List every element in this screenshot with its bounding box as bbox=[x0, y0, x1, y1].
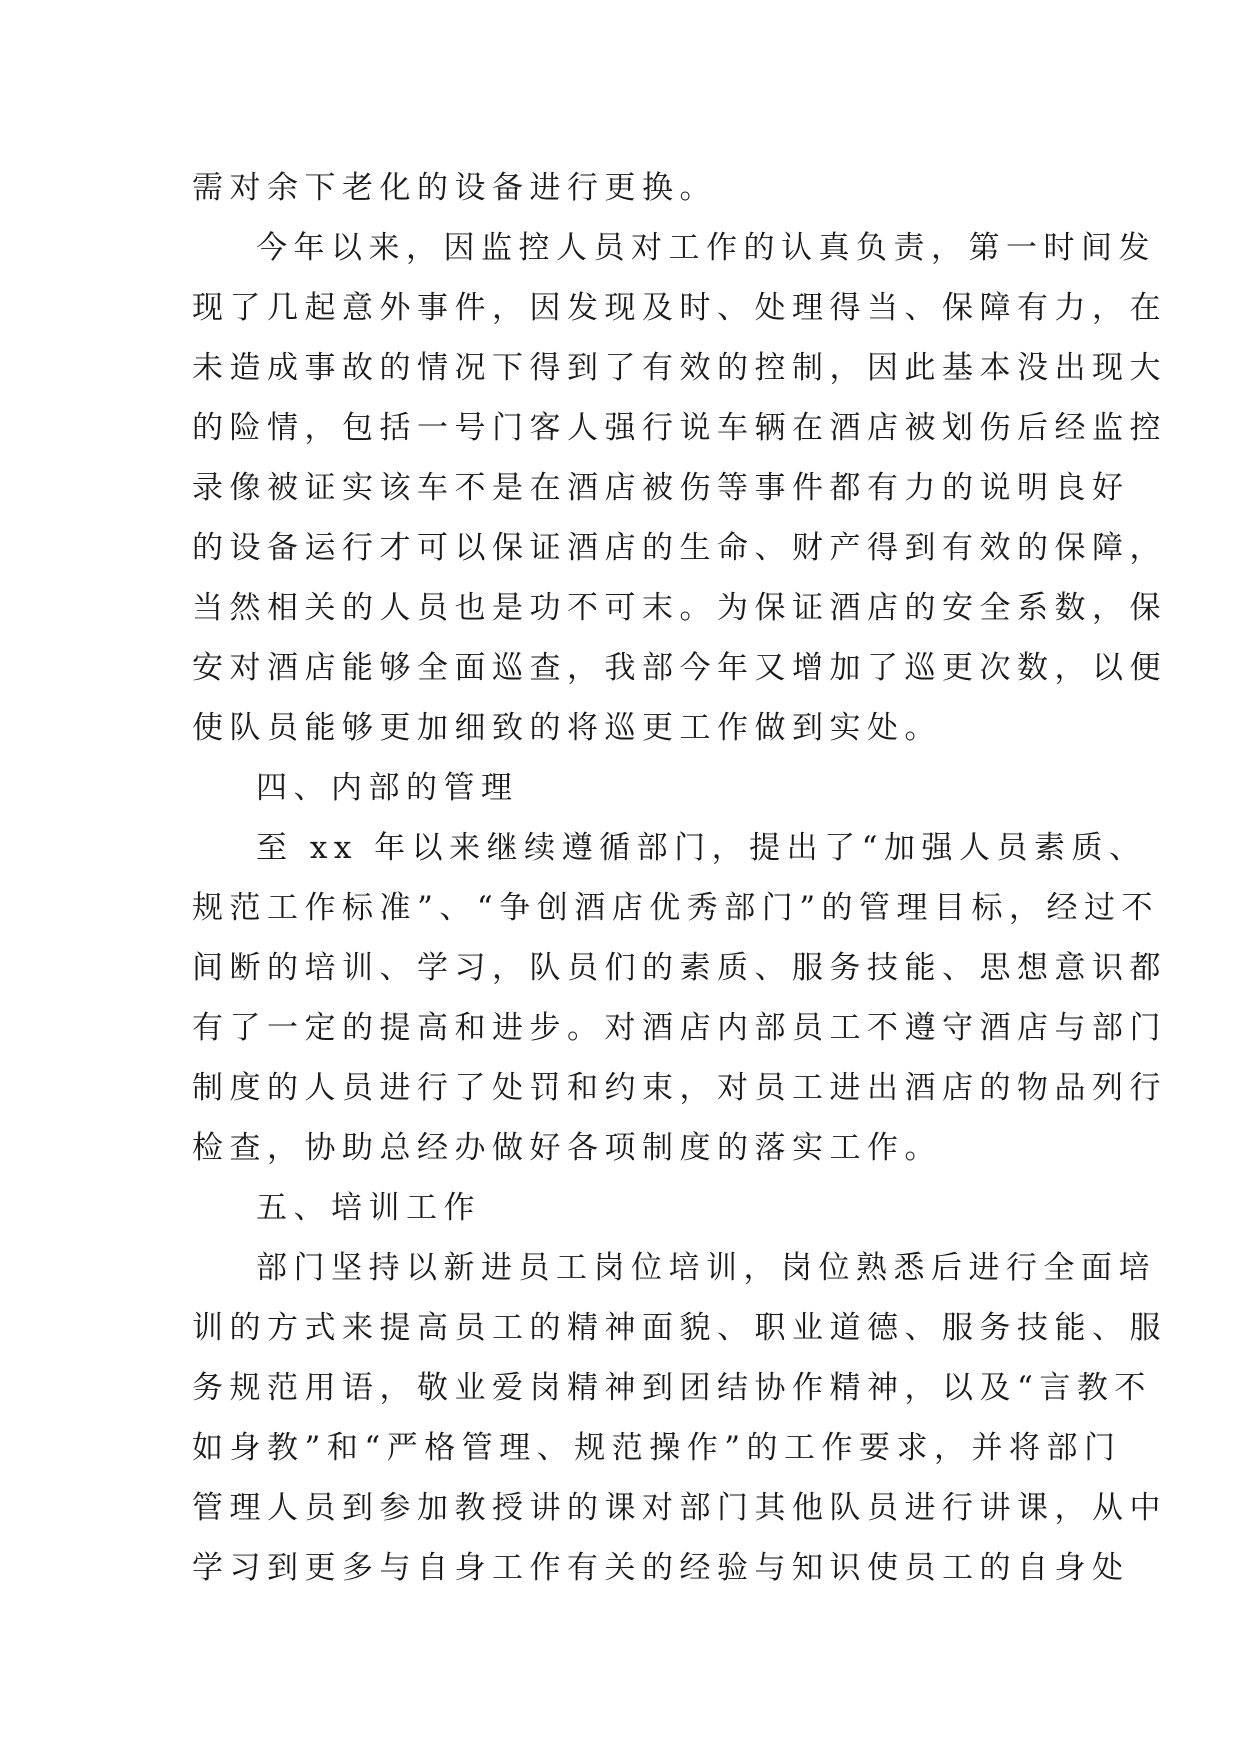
text-line: 的设备运行才可以保证酒店的生命、财产得到有效的保障， bbox=[192, 530, 1167, 566]
section-heading: 五、培训工作 bbox=[256, 1190, 481, 1226]
text-line: 当然相关的人员也是功不可末。为保证酒店的安全系数，保 bbox=[192, 590, 1167, 626]
text-line: 如身教”和“严格管理、规范操作”的工作要求，并将部门 bbox=[192, 1430, 1122, 1466]
section-heading: 四、内部的管理 bbox=[256, 770, 519, 806]
paragraph-start-line: 至 xx 年以来继续遵循部门，提出了“加强人员素质、 bbox=[256, 830, 1147, 866]
text-line: 务规范用语，敬业爱岗精神到团结协作精神，以及“言教不 bbox=[192, 1370, 1152, 1406]
paragraph-start-line: 今年以来，因监控人员对工作的认真负责，第一时间发 bbox=[256, 230, 1156, 266]
text-line: 间断的培训、学习，队员们的素质、服务技能、思想意识都 bbox=[192, 950, 1167, 986]
text-line: 的险情，包括一号门客人强行说车辆在酒店被划伤后经监控 bbox=[192, 410, 1167, 446]
text-line: 检查，协助总经办做好各项制度的落实工作。 bbox=[192, 1130, 942, 1166]
text-line: 安对酒店能够全面巡查，我部今年又增加了巡更次数，以便 bbox=[192, 650, 1167, 686]
text-line: 管理人员到参加教授讲的课对部门其他队员进行讲课，从中 bbox=[192, 1490, 1167, 1526]
text-line: 训的方式来提高员工的精神面貌、职业道德、服务技能、服 bbox=[192, 1310, 1167, 1346]
paragraph-start-line: 部门坚持以新进员工岗位培训，岗位熟悉后进行全面培 bbox=[256, 1250, 1156, 1286]
text-line: 未造成事故的情况下得到了有效的控制，因此基本没出现大 bbox=[192, 350, 1167, 386]
text-line: 使队员能够更加细致的将巡更工作做到实处。 bbox=[192, 710, 942, 746]
text-line: 需对余下老化的设备进行更换。 bbox=[192, 170, 717, 206]
text-line: 有了一定的提高和进步。对酒店内部员工不遵守酒店与部门 bbox=[192, 1010, 1167, 1046]
text-line: 规范工作标准”、“争创酒店优秀部门”的管理目标，经过不 bbox=[192, 890, 1160, 926]
document-page bbox=[192, 158, 1167, 1598]
text-line: 现了几起意外事件，因发现及时、处理得当、保障有力，在 bbox=[192, 290, 1167, 326]
text-line: 学习到更多与自身工作有关的经验与知识使员工的自身处 bbox=[192, 1550, 1130, 1586]
text-line: 录像被证实该车不是在酒店被伤等事件都有力的说明良好 bbox=[192, 470, 1130, 506]
text-line: 制度的人员进行了处罚和约束，对员工进出酒店的物品列行 bbox=[192, 1070, 1167, 1106]
